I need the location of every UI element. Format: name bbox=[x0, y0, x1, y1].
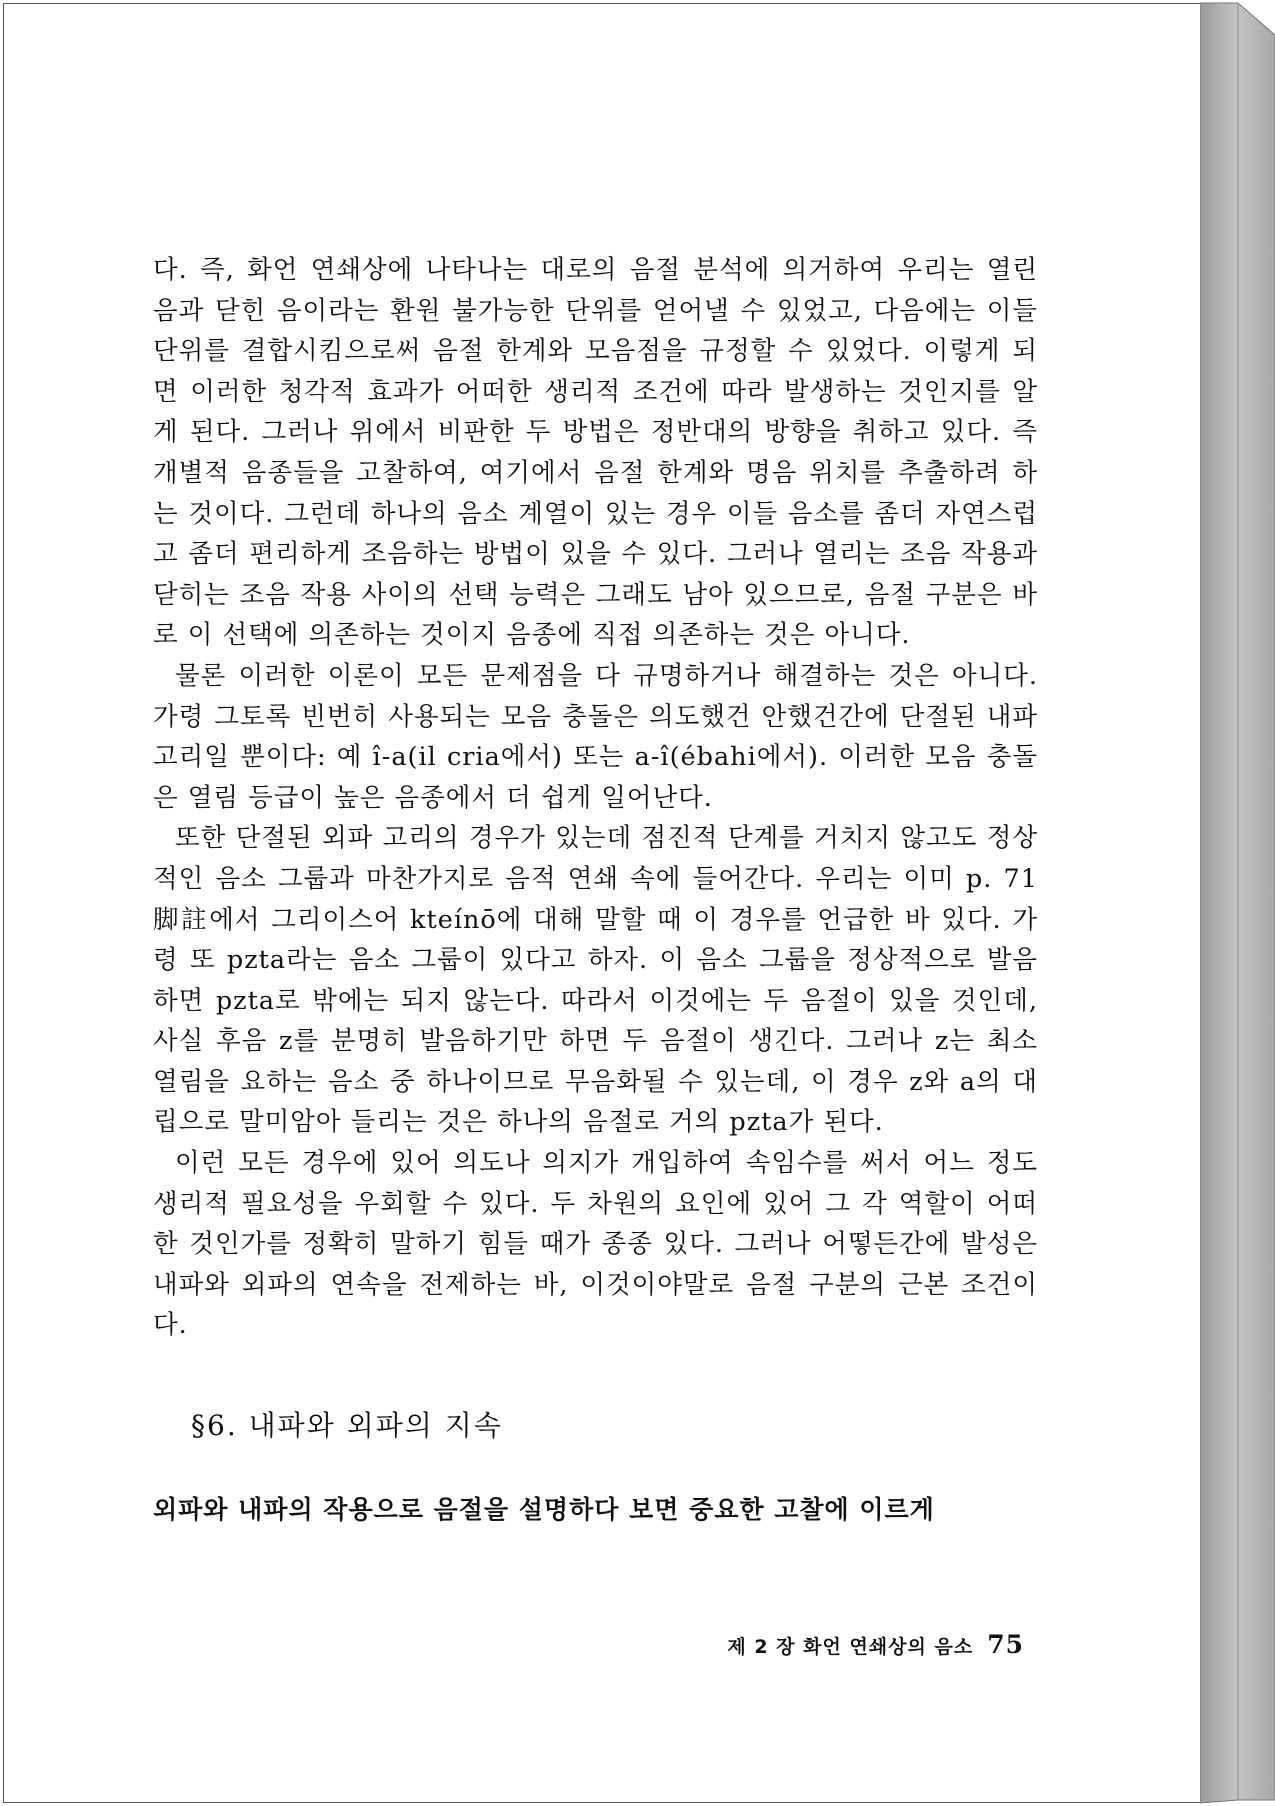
paragraph: 이런 모든 경우에 있어 의도나 의지가 개입하여 속임수를 써서 어느 정도 생리적 필요성을 우회할 수 있다. 두 차원의 요인에 있어 그 각 역할이 어떠한 것인가를 정확히 말하기 힘들 때가 종종 있다. 그러나 어떻든간에 발성은 내파와 외파의 연속을 전제하는 바, 이것이야말로 음절 구분의 근본 조건이다. bbox=[153, 1148, 1038, 1341]
section-heading: §6. 내파와 외파의 지속 bbox=[191, 1409, 503, 1443]
paragraph: 또한 단절된 외파 고리의 경우가 있는데 점진적 단계를 거치지 않고도 정상적인 음소 그룹과 마찬가지로 음적 연쇄 속에 들어간다. 우리는 이미 p. 71 脚註에서 그리이스어 kteínō에 대해 말할 때 이 경우를 언급한 바 있다. 가령 또 pzta라는 음소 그룹이 있다고 하자. 이 음소 그룹을 정상적으로 발음하면 pzta로 밖에는 되지 않는다. 따라서 이것에는 두 음절이 있을 것인데, 사실 후음 z를 분명히 발음하기만 하면 두 음절이 생긴다. 그러나 z는 최소 열림을 요하는 음소 중 하나이므로 무음화될 수 있는데, 이 경우 z와 a의 대립으로 말미암아 들리는 것은 하나의 음절로 거의 pzta가 된다. bbox=[153, 823, 1038, 1138]
section-first-line: 외파와 내파의 작용으로 음절을 설명하다 보면 중요한 고찰에 이르게 bbox=[153, 1495, 935, 1525]
page-footer bbox=[560, 1630, 1024, 1659]
book-side-edge bbox=[1200, 0, 1275, 1806]
paragraph: 물론 이러한 이론이 모든 문제점을 다 규명하거나 해결하는 것은 아니다. 가령 그토록 빈번히 사용되는 모음 충돌은 의도했건 안했건간에 단절된 내파 고리일 뿐이다: 예 î-a(il cria에서) 또는 a-î(ébahi에서). 이러한 모음 충돌은 열림 등급이 높은 음종에서 더 쉽게 일어난다. bbox=[153, 660, 1038, 813]
paragraph: 다. 즉, 화언 연쇄상에 나타나는 대로의 음절 분석에 의거하여 우리는 열린 음과 닫힌 음이라는 환원 불가능한 단위를 얻어낼 수 있었고, 다음에는 이들 단위를 결합시킴으로써 음절 한계와 모음점을 규정할 수 있었다. 이렇게 되면 이러한 청각적 효과가 어떠한 생리적 조건에 따라 발생하는 것인지를 알게 된다. 그러나 위에서 비판한 두 방법은 정반대의 방향을 취하고 있다. 즉 개별적 음종들을 고찰하여, 여기에서 음절 한계와 명음 위치를 추출하려 하는 것이다. 그런데 하나의 음소 계열이 있는 경우 이들 음소를 좀더 자연스럽고 좀더 편리하게 조음하는 방법이 있을 수 있다. 그러나 열리는 조음 작용과 닫히는 조음 작용 사이의 선택 능력은 그래도 남아 있으므로, 음절 구분은 바로 이 선택에 의존하는 것이지 음종에 직접 의존하는 것은 아니다. bbox=[153, 255, 1038, 651]
page-number: 75 bbox=[987, 1630, 1024, 1659]
page-body bbox=[153, 250, 1038, 1526]
running-head: 제 2 장 화언 연쇄상의 음소 bbox=[727, 1636, 974, 1658]
